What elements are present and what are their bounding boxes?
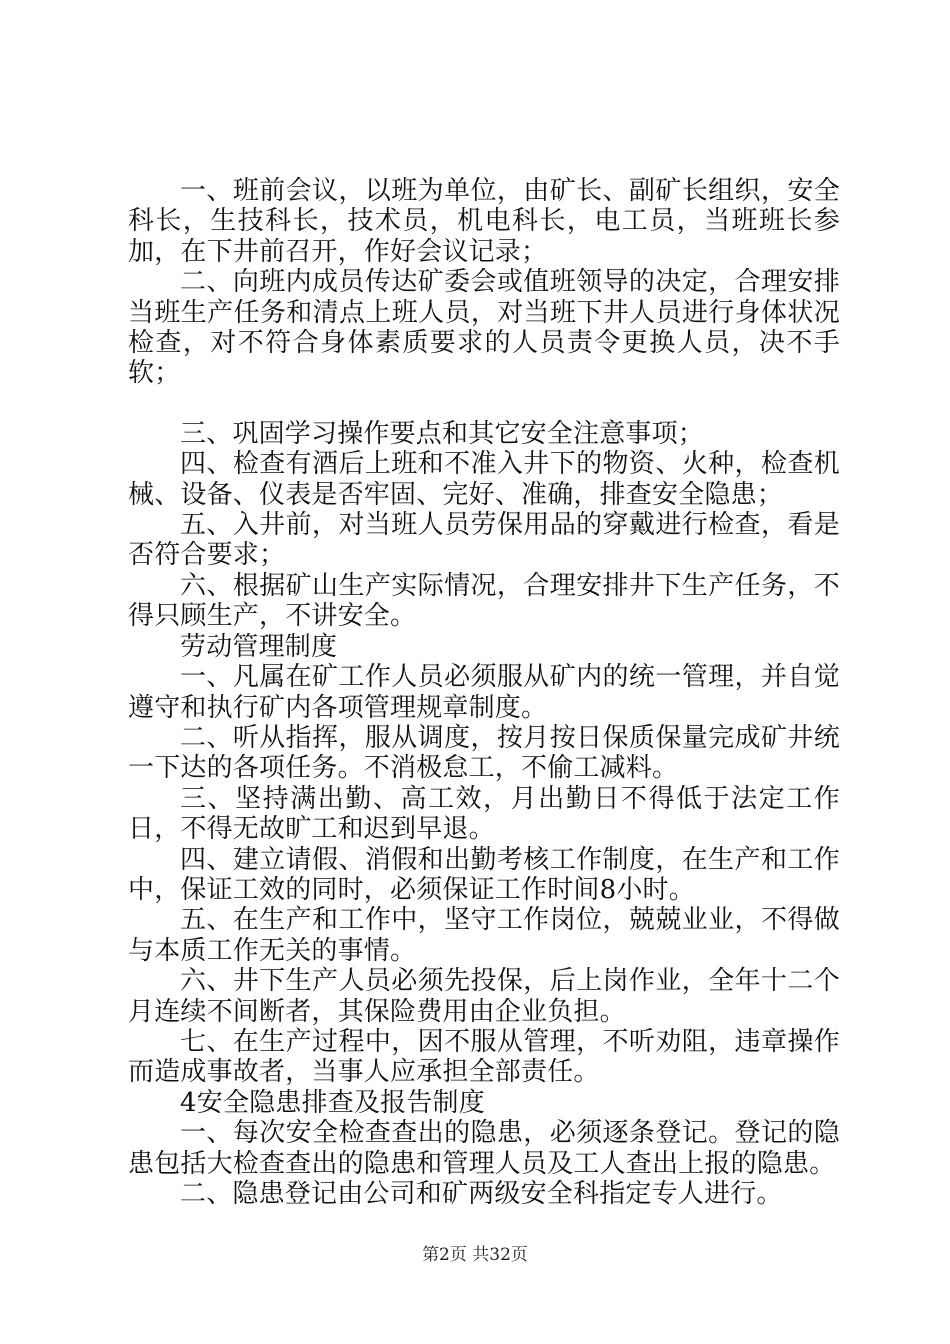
section-heading-labor-management: 劳动管理制度 xyxy=(180,631,338,662)
paragraph-leave-system: 四、建立请假、消假和出勤考核工作制度，在生产和工作中，保证工效的同时，必须保证工作时间8小时。 xyxy=(128,844,840,905)
paragraph-arrange-production: 六、根据矿山生产实际情况，合理安排井下生产任务，不得只顾生产，不讲安全。 xyxy=(128,570,840,632)
paragraph-follow-commands: 二、听从指挥，服从调度，按月按日保质保量完成矿井统一下达的各项任务。不消极怠工，不偷工减料。 xyxy=(128,722,840,784)
paragraph-attendance: 三、坚持满出勤、高工效，月出勤日不得低于法定工作日，不得无故旷工和迟到早退。 xyxy=(128,783,840,845)
paragraph-obey-management: 一、凡属在矿工作人员必须服从矿内的统一管理，并自觉遵守和执行矿内各项管理规章制度。 xyxy=(128,662,840,723)
paragraph-hazard-registrar: 二、隐患登记由公司和矿两级安全科指定专人进行。 xyxy=(180,1179,783,1209)
paragraph-pre-shift-meeting: 一、班前会议，以班为单位，由矿长、副矿长组织，安全科长，生技科长，技术员，机电科长，电工员，当班班长参加，在下井前召开，作好会议记录； xyxy=(128,176,840,267)
paragraph-check-protective-gear: 五、入井前，对当班人员劳保用品的穿戴进行检查，看是否符合要求； xyxy=(128,510,840,571)
paragraph-convey-decisions: 二、向班内成员传达矿委会或值班领导的决定，合理安排当班生产任务和清点上班人员，对当班下井人员进行身体状况检查，对不符合身体素质要求的人员责令更换人员，决不手软； xyxy=(128,267,840,389)
paragraph-insurance: 六、井下生产人员必须先投保，后上岗作业，全年十二个月连续不间断者，其保险费用由企业负担。 xyxy=(128,966,840,1027)
page-number-footer: 第2页 共32页 xyxy=(422,1245,528,1265)
paragraph-check-equipment: 四、检查有酒后上班和不准入井下的物资、火种，检查机械、设备、仪表是否牢固、完好、准确，排查安全隐患； xyxy=(128,449,840,510)
paragraph-stay-at-post: 五、在生产和工作中，坚守工作岗位，兢兢业业，不得做与本质工作无关的事情。 xyxy=(128,905,840,966)
paragraph-register-hazards: 一、每次安全检查查出的隐患，必须逐条登记。登记的隐患包括大检查查出的隐患和管理人员及工人查出上报的隐患。 xyxy=(128,1118,840,1179)
document-body xyxy=(128,176,840,1209)
paragraph-study-key-points: 三、巩固学习操作要点和其它安全注意事项； xyxy=(180,418,705,449)
paragraph-responsibility: 七、在生产过程中，因不服从管理，不听劝阻，违章操作而造成事故者，当事人应承担全部责任。 xyxy=(128,1026,840,1088)
section-heading-hazard-reporting: 4安全隐患排查及报告制度 xyxy=(180,1087,485,1118)
